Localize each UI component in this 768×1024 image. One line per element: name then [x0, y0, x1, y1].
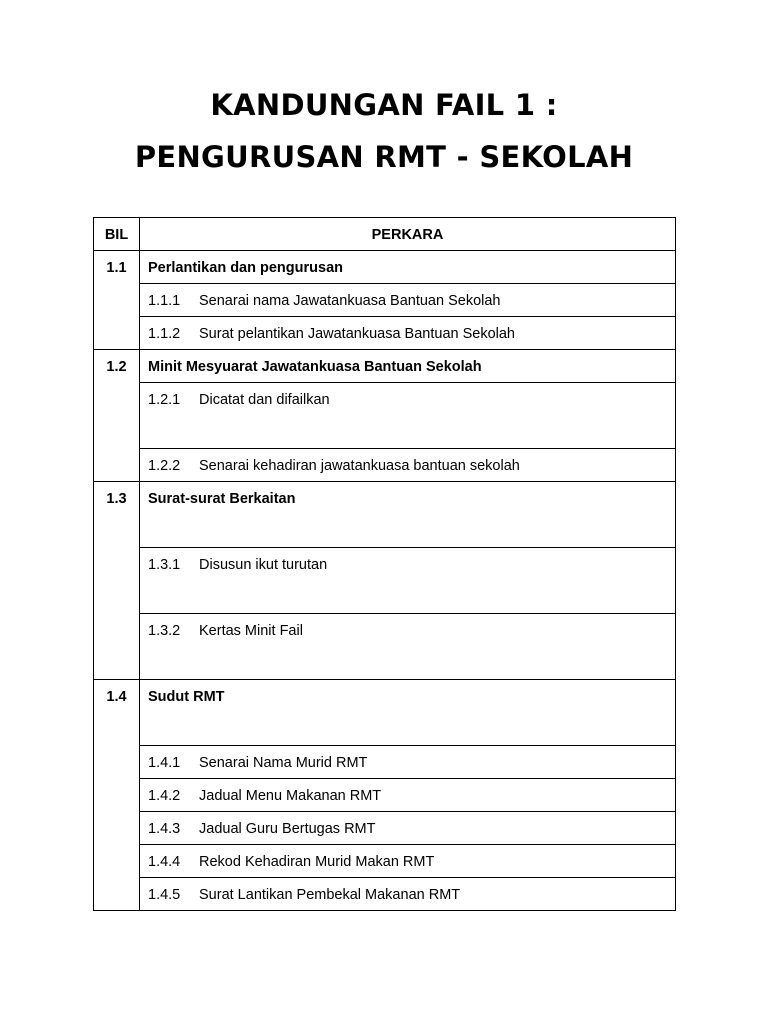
item-text: Senarai nama Jawatankuasa Bantuan Sekolah [199, 293, 501, 309]
section-title: Sudut RMT [140, 680, 676, 746]
document-title-line-2: PENGURUSAN RMT - SEKOLAH [134, 140, 634, 174]
item-cell [140, 449, 676, 482]
item-cell [140, 548, 676, 614]
item-number: 1.4.5 [148, 887, 181, 903]
section-row [94, 680, 676, 746]
contents-table [93, 217, 676, 911]
item-cell [140, 779, 676, 812]
item-text: Dicatat dan difailkan [199, 392, 330, 408]
item-text: Jadual Menu Makanan RMT [199, 788, 382, 804]
document-title-line-1: KANDUNGAN FAIL 1 : [210, 88, 558, 122]
section-title: Surat-surat Berkaitan [140, 482, 676, 548]
item-number: 1.3.1 [148, 557, 181, 573]
section-number: 1.3 [94, 482, 140, 680]
item-cell [140, 845, 676, 878]
table-row [94, 845, 676, 878]
item-cell [140, 746, 676, 779]
item-text: Senarai kehadiran jawatankuasa bantuan sekolah [199, 458, 520, 474]
section-title: Minit Mesyuarat Jawatankuasa Bantuan Sekolah [140, 350, 676, 383]
item-text: Surat Lantikan Pembekal Makanan RMT [199, 887, 461, 903]
table-row [94, 746, 676, 779]
item-number: 1.1.1 [148, 293, 181, 309]
item-number: 1.4.4 [148, 854, 181, 870]
section-row [94, 350, 676, 383]
section-row [94, 251, 676, 284]
item-cell [140, 614, 676, 680]
item-text: Rekod Kehadiran Murid Makan RMT [199, 854, 435, 870]
item-text: Jadual Guru Bertugas RMT [199, 821, 376, 837]
item-number: 1.4.2 [148, 788, 181, 804]
item-number: 1.2.2 [148, 458, 181, 474]
item-cell [140, 317, 676, 350]
item-number: 1.3.2 [148, 623, 181, 639]
section-number: 1.1 [94, 251, 140, 350]
header-perkara: PERKARA [140, 218, 676, 251]
section-number: 1.2 [94, 350, 140, 482]
item-number: 1.4.3 [148, 821, 181, 837]
item-text: Surat pelantikan Jawatankuasa Bantuan Sekolah [199, 326, 515, 342]
section-number: 1.4 [94, 680, 140, 911]
item-cell [140, 878, 676, 911]
item-text: Senarai Nama Murid RMT [199, 755, 368, 771]
item-text: Kertas Minit Fail [199, 623, 303, 639]
item-number: 1.2.1 [148, 392, 181, 408]
table-row [94, 812, 676, 845]
table-row [94, 284, 676, 317]
table-row [94, 779, 676, 812]
header-bil: BIL [94, 218, 140, 251]
item-cell [140, 812, 676, 845]
section-row [94, 482, 676, 548]
item-number: 1.4.1 [148, 755, 181, 771]
table-row [94, 614, 676, 680]
table-row [94, 548, 676, 614]
table-row [94, 383, 676, 449]
table-row [94, 449, 676, 482]
table-row [94, 317, 676, 350]
section-title: Perlantikan dan pengurusan [140, 251, 676, 284]
item-cell [140, 383, 676, 449]
item-text: Disusun ikut turutan [199, 557, 328, 573]
table-row [94, 878, 676, 911]
table-header-row [94, 218, 676, 251]
item-number: 1.1.2 [148, 326, 181, 342]
item-cell [140, 284, 676, 317]
